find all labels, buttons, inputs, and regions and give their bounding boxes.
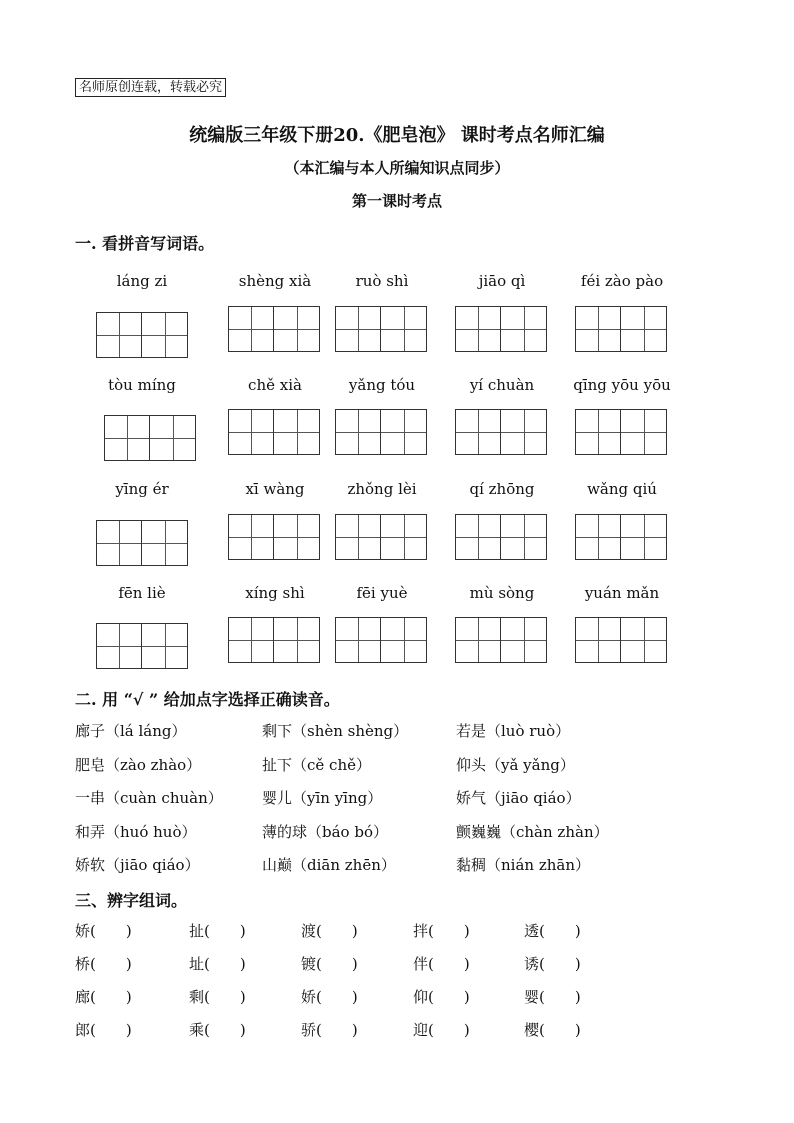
pinyin-label: féi zào pào [580,272,664,290]
tianzige-cell[interactable] [575,306,621,352]
writing-box[interactable] [575,306,667,352]
writing-box[interactable] [455,306,547,352]
tianzige-cell[interactable] [96,520,142,566]
tianzige-cell[interactable] [621,617,667,663]
pronunciation-item[interactable]: 若是（luò ruò） [456,722,571,740]
pronunciation-item[interactable]: 肥皂（zào zhào） [75,755,202,774]
writing-box[interactable] [335,617,427,663]
word-building-item[interactable]: 剩( ) [189,988,246,1006]
writing-box[interactable] [228,514,320,560]
pinyin-label: yǎng tóu [348,376,416,394]
pinyin-label: qīng yōu yōu [573,376,671,394]
pronunciation-item[interactable]: 婴儿（yīn yīng） [262,789,383,807]
pinyin-label: chě xià [248,376,302,394]
writing-box[interactable] [455,409,547,455]
tianzige-cell[interactable] [575,514,621,560]
page-subtitle: （本汇编与本人所编知识点同步） [284,159,510,177]
word-building-item[interactable]: 伴( ) [413,955,470,973]
tianzige-cell[interactable] [501,514,547,560]
section3-heading: 三、辨字组词。 [75,891,188,910]
tianzige-cell[interactable] [335,617,381,663]
tianzige-cell[interactable] [501,617,547,663]
writing-box[interactable] [335,514,427,560]
word-building-item[interactable]: 娇( ) [301,988,358,1006]
pronunciation-item[interactable]: 山巅（diān zhēn） [262,856,396,874]
tianzige-cell[interactable] [455,409,501,455]
writing-box[interactable] [455,514,547,560]
writing-box[interactable] [575,409,667,455]
tianzige-cell[interactable] [381,514,427,560]
tianzige-cell[interactable] [455,617,501,663]
tianzige-cell[interactable] [575,409,621,455]
pinyin-label: xíng shì [245,584,305,602]
pinyin-label: qí zhōng [469,480,535,498]
copyright-stamp: 名师原创连载，转载必究 [75,78,226,97]
page-title: 统编版三年级下册20.《肥皂泡》 课时考点名师汇编 [189,125,605,146]
writing-box[interactable] [575,617,667,663]
tianzige-cell[interactable] [228,617,274,663]
tianzige-cell[interactable] [142,312,188,358]
pronunciation-item[interactable]: 娇气（jiāo qiáo） [456,789,581,807]
tianzige-cell[interactable] [228,409,274,455]
pronunciation-item[interactable]: 娇软（jiāo qiáo） [75,856,200,874]
word-building-item[interactable]: 拌( ) [413,922,470,940]
section2-heading: 二. 用 “√ ” 给加点字选择正确读音。 [75,690,340,709]
pronunciation-item[interactable]: 颤巍巍（chàn zhàn） [456,822,609,841]
tianzige-cell[interactable] [335,409,381,455]
pronunciation-item[interactable]: 扯下（cě chě） [262,755,371,774]
tianzige-cell[interactable] [455,306,501,352]
pinyin-label: tòu míng [108,376,176,394]
word-building-item[interactable]: 乘( ) [189,1021,246,1039]
tianzige-cell[interactable] [274,306,320,352]
tianzige-cell[interactable] [96,623,142,669]
tianzige-cell[interactable] [104,415,150,461]
tianzige-cell[interactable] [381,409,427,455]
word-building-item[interactable]: 郎( ) [75,1021,132,1039]
tianzige-cell[interactable] [501,306,547,352]
pronunciation-item[interactable]: 薄的球（báo bó） [262,822,388,841]
word-building-item[interactable]: 樱( ) [524,1021,581,1039]
tianzige-cell[interactable] [381,617,427,663]
pinyin-label: fēi yuè [356,584,408,602]
tianzige-cell[interactable] [150,415,196,461]
pinyin-label: mù sòng [469,584,535,602]
tianzige-cell[interactable] [274,409,320,455]
pinyin-label: yīng ér [115,480,169,498]
writing-box[interactable] [335,409,427,455]
pinyin-label: láng zi [116,272,168,290]
tianzige-cell[interactable] [228,514,274,560]
writing-box[interactable] [228,409,320,455]
pronunciation-item[interactable]: 廊子（lá láng） [75,722,187,740]
writing-box[interactable] [455,617,547,663]
pinyin-label: zhǒng lèi [347,480,417,498]
writing-box[interactable] [96,623,188,669]
word-building-item[interactable]: 婴( ) [524,988,581,1006]
word-building-item[interactable]: 镀( ) [301,955,358,973]
tianzige-cell[interactable] [96,312,142,358]
pinyin-label: jiāo qì [478,272,526,290]
tianzige-cell[interactable] [381,306,427,352]
word-building-item[interactable]: 迎( ) [413,1021,470,1039]
word-building-item[interactable]: 廊( ) [75,988,132,1006]
pinyin-label: yí chuàn [469,376,535,394]
pronunciation-item[interactable]: 剩下（shèn shèng） [262,722,409,740]
pinyin-label: ruò shì [355,272,409,290]
word-building-item[interactable]: 透( ) [524,922,581,940]
word-building-item[interactable]: 桥( ) [75,955,132,973]
pinyin-label: wǎng qiú [587,480,657,498]
word-building-item[interactable]: 渡( ) [301,922,358,940]
writing-box[interactable] [228,617,320,663]
tianzige-cell[interactable] [621,306,667,352]
word-building-item[interactable]: 仰( ) [413,988,470,1006]
pinyin-label: fēn liè [118,584,166,602]
word-building-item[interactable]: 址( ) [189,955,246,973]
tianzige-cell[interactable] [274,514,320,560]
pronunciation-item[interactable]: 一串（cuàn chuàn） [75,789,223,807]
tianzige-cell[interactable] [621,514,667,560]
tianzige-cell[interactable] [621,409,667,455]
word-building-item[interactable]: 娇( ) [75,922,132,940]
word-building-item[interactable]: 扯( ) [189,922,246,940]
writing-box[interactable] [96,312,188,358]
word-building-item[interactable]: 诱( ) [524,955,581,973]
writing-box[interactable] [228,306,320,352]
tianzige-cell[interactable] [335,306,381,352]
tianzige-cell[interactable] [501,409,547,455]
word-building-item[interactable]: 骄( ) [301,1021,358,1039]
tianzige-cell[interactable] [455,514,501,560]
writing-box[interactable] [575,514,667,560]
tianzige-cell[interactable] [575,617,621,663]
pronunciation-item[interactable]: 黏稠（nián zhān） [456,856,590,874]
tianzige-cell[interactable] [274,617,320,663]
pinyin-label: shèng xià [238,272,312,290]
tianzige-cell[interactable] [142,520,188,566]
tianzige-cell[interactable] [335,514,381,560]
tianzige-cell[interactable] [142,623,188,669]
lesson-label: 第一课时考点 [351,192,442,210]
pronunciation-item[interactable]: 仰头（yǎ yǎng） [456,755,575,774]
writing-box[interactable] [96,520,188,566]
pinyin-label: xī wàng [245,480,305,498]
writing-box[interactable] [335,306,427,352]
section1-heading: 一. 看拼音写词语。 [75,234,215,253]
tianzige-cell[interactable] [228,306,274,352]
writing-box[interactable] [104,415,196,461]
pinyin-label: yuán mǎn [584,584,660,602]
pronunciation-item[interactable]: 和弄（huó huò） [75,822,197,841]
